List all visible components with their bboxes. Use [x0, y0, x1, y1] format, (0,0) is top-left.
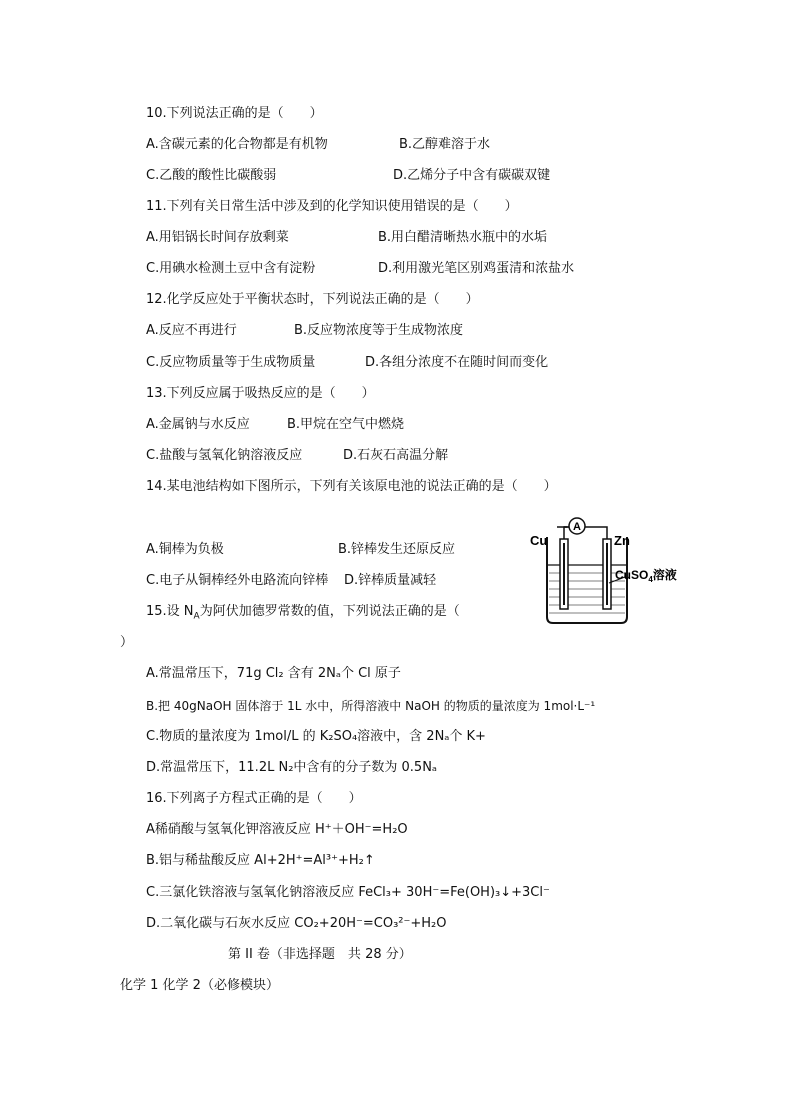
- q14-option-b: B.锌棒发生还原反应: [338, 542, 456, 557]
- q11-option-d: D.利用激光笔区别鸡蛋清和浓盐水: [378, 261, 575, 276]
- cu-label: Cu: [530, 533, 548, 548]
- q12-option-b: B.反应物浓度等于生成物浓度: [294, 323, 464, 338]
- q14-stem: 14.某电池结构如下图所示，下列有关该原电池的说法正确的是（ ）: [146, 479, 557, 494]
- q12-option-d: D.各组分浓度不在随时间而变化: [365, 355, 549, 370]
- q12-stem: 12.化学反应处于平衡状态时，下列说法正确的是（ ）: [146, 292, 479, 307]
- q16-option-a: A稀硝酸与氢氧化钾溶液反应 H⁺＋OH⁻=H₂O: [146, 822, 408, 837]
- q10-option-b: B.乙醇难溶于水: [399, 137, 491, 152]
- q14-option-d: D.锌棒质量减轻: [344, 573, 437, 588]
- q15-option-a: A.常温常压下，71g Cl₂ 含有 2Nₐ个 Cl 原子: [146, 666, 401, 681]
- q16-option-c: C.三氯化铁溶液与氢氧化钠溶液反应 FeCl₃+ 30H⁻=Fe(OH)₃↓+3Cl⁻: [146, 885, 550, 900]
- q12-option-a: A.反应不再进行: [146, 323, 237, 338]
- section-title: 第 II 卷（非选择题 共 28 分）: [228, 947, 412, 962]
- q15-stem-close: ）: [120, 635, 134, 650]
- q15-option-b: B.把 40gNaOH 固体溶于 1L 水中，所得溶液中 NaOH 的物质的量浓度为 1mol·L⁻¹: [146, 699, 596, 713]
- q16-stem: 16.下列离子方程式正确的是（ ）: [146, 791, 362, 806]
- q12-option-c: C.反应物质量等于生成物质量: [146, 355, 316, 370]
- q10-stem: 10.下列说法正确的是（ ）: [146, 106, 323, 121]
- q16-option-d: D.二氧化碳与石灰水反应 CO₂+20H⁻=CO₃²⁻+H₂O: [146, 916, 447, 931]
- q14-option-c: C.电子从铜棒经外电路流向锌棒: [146, 573, 329, 588]
- zn-label: Zn: [614, 533, 630, 548]
- q11-option-b: B.用白醋清晰热水瓶中的水垢: [378, 230, 548, 245]
- galvanic-cell-figure: [527, 513, 677, 625]
- q11-option-c: C.用碘水检测土豆中含有淀粉: [146, 261, 316, 276]
- q10-option-d: D.乙烯分子中含有碳碳双键: [393, 168, 551, 183]
- q11-stem: 11.下列有关日常生活中涉及到的化学知识使用错误的是（ ）: [146, 199, 518, 214]
- q13-option-c: C.盐酸与氢氧化钠溶液反应: [146, 448, 303, 463]
- q15-option-c: C.物质的量浓度为 1mol/L 的 K₂SO₄溶液中，含 2Nₐ个 K+: [146, 729, 486, 744]
- module-title: 化学 1 化学 2（必修模块）: [120, 978, 279, 993]
- q13-option-a: A.金属钠与水反应: [146, 417, 250, 432]
- solution-label: CuSO$_4$溶液: [615, 568, 677, 584]
- q13-stem: 13.下列反应属于吸热反应的是（ ）: [146, 386, 375, 401]
- ammeter-label: A: [573, 521, 581, 533]
- q16-option-b: B.铝与稀盐酸反应 Al+2H⁺=Al³⁺+H₂↑: [146, 853, 375, 868]
- q10-option-c: C.乙酸的酸性比碳酸弱: [146, 168, 277, 183]
- q14-option-a: A.铜棒为负极: [146, 542, 224, 557]
- q10-option-a: A.含碳元素的化合物都是有机物: [146, 137, 328, 152]
- q11-option-a: A.用铝锅长时间存放剩菜: [146, 230, 289, 245]
- q13-option-b: B.甲烷在空气中燃烧: [287, 417, 405, 432]
- q15-stem: 15.设 $N_A$为阿伏加德罗常数的值，下列说法正确的是（: [146, 604, 460, 622]
- q13-option-d: D.石灰石高温分解: [343, 448, 449, 463]
- q15-option-d: D.常温常压下，11.2L N₂中含有的分子数为 0.5Nₐ: [146, 760, 438, 775]
